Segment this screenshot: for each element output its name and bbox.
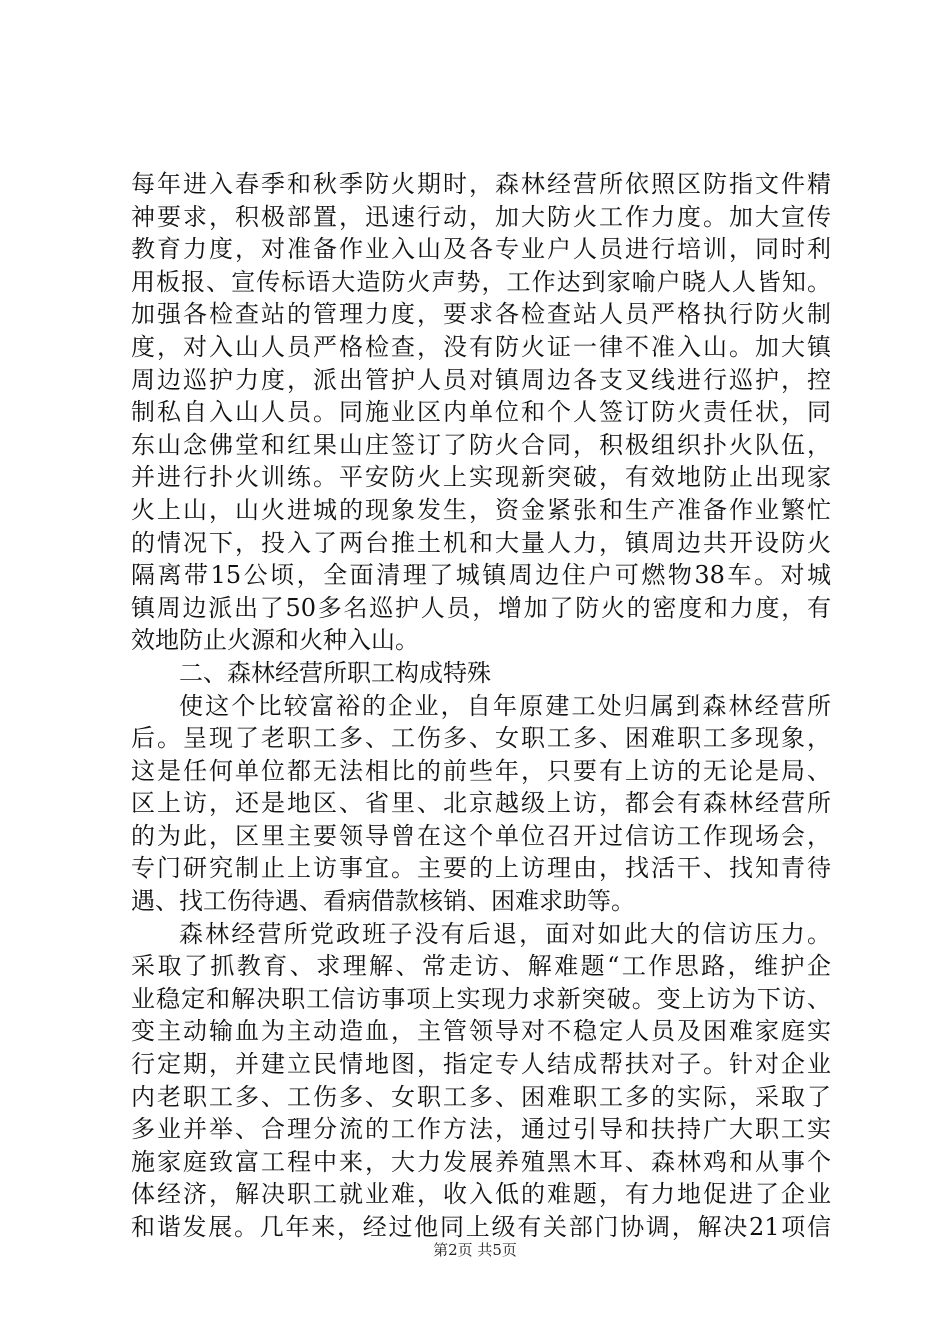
text-line: 并进行扑火训练。平安防火上实现新突破，有效地防止出现家 bbox=[131, 463, 831, 492]
text-line: 火上山，山火进城的现象发生，资金紧张和生产准备作业繁忙 bbox=[131, 495, 831, 524]
text-line: 内老职工多、工伤多、女职工多、困难职工多的实际，采取了 bbox=[131, 1082, 831, 1111]
document-body bbox=[131, 168, 831, 1244]
text-line: 和谐发展。几年来，经过他同上级有关部门协调，解决21项信 bbox=[131, 1213, 831, 1241]
text-line: 二、森林经营所职工构成特殊 bbox=[179, 658, 491, 687]
text-line: 变主动输血为主动造血，主管领导对不稳定人员及困难家庭实 bbox=[131, 1017, 831, 1046]
text-line: 后。呈现了老职工多、工伤多、女职工多、困难职工多现象， bbox=[131, 724, 831, 753]
text-line: 镇周边派出了50多名巡护人员，增加了防火的密度和力度，有 bbox=[131, 593, 831, 622]
text-line: 采取了抓教育、求理解、常走访、解难题“工作思路，维护企 bbox=[131, 952, 831, 981]
text-line: 这是任何单位都无法相比的前些年，只要有上访的无论是局、 bbox=[131, 756, 831, 785]
text-line: 加强各检查站的管理力度，要求各检查站人员严格执行防火制 bbox=[131, 300, 831, 329]
text-line: 教育力度，对准备作业入山及各专业户人员进行培训，同时利 bbox=[131, 235, 831, 264]
text-line: 的为此，区里主要领导曾在这个单位召开过信访工作现场会， bbox=[131, 821, 831, 850]
text-line: 东山念佛堂和红果山庄签订了防火合同，积极组织扑火队伍， bbox=[131, 430, 831, 459]
text-line: 度，对入山人员严格检查，没有防火证一律不准入山。加大镇 bbox=[131, 332, 831, 361]
text-line: 隔离带15公顷，全面清理了城镇周边住户可燃物38车。对城 bbox=[131, 561, 831, 590]
text-line: 遇、找工伤待遇、看病借款核销、困难求助等。 bbox=[131, 887, 635, 916]
text-line: 神要求，积极部置，迅速行动，加大防火工作力度。加大宣传 bbox=[131, 202, 831, 231]
text-line: 使这个比较富裕的企业，自年原建工处归属到森林经营所 bbox=[179, 691, 831, 720]
text-line: 施家庭致富工程中来，大力发展养殖黑木耳、森林鸡和从事个 bbox=[131, 1147, 831, 1176]
text-line: 业稳定和解决职工信访事项上实现力求新突破。变上访为下访、 bbox=[131, 984, 831, 1013]
text-line: 多业并举、合理分流的工作方法，通过引导和扶持广大职工实 bbox=[131, 1115, 831, 1144]
text-line: 每年进入春季和秋季防火期时，森林经营所依照区防指文件精 bbox=[131, 170, 831, 198]
text-line: 体经济，解决职工就业难，收入低的难题，有力地促进了企业 bbox=[131, 1180, 831, 1209]
text-line: 的情况下，投入了两台推土机和大量人力，镇周边共开设防火 bbox=[131, 528, 831, 557]
text-line: 用板报、宣传标语大造防火声势，工作达到家喻户晓人人皆知。 bbox=[131, 267, 831, 296]
page-footer: 第2页 共5页 bbox=[433, 1241, 517, 1259]
text-line: 制私自入山人员。同施业区内单位和个人签订防火责任状，同 bbox=[131, 398, 831, 427]
text-line: 行定期，并建立民情地图，指定专人结成帮扶对子。针对企业 bbox=[131, 1050, 831, 1079]
text-line: 森林经营所党政班子没有后退，面对如此大的信访压力。 bbox=[179, 919, 831, 948]
text-line: 区上访，还是地区、省里、北京越级上访，都会有森林经营所 bbox=[131, 789, 831, 818]
text-line: 专门研究制止上访事宜。主要的上访理由，找活干、找知青待 bbox=[131, 854, 831, 883]
text-line: 周边巡护力度，派出管护人员对镇周边各支叉线进行巡护，控 bbox=[131, 365, 831, 394]
text-line: 效地防止火源和火种入山。 bbox=[131, 626, 419, 655]
